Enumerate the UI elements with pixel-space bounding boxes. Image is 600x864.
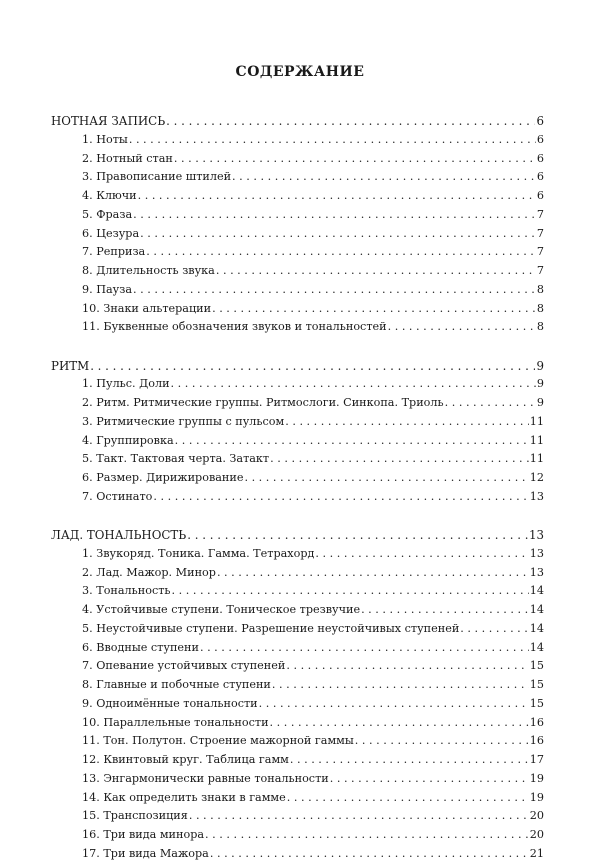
dot-leader xyxy=(361,601,529,620)
toc-entry[interactable] xyxy=(51,469,544,488)
toc-entry[interactable] xyxy=(51,131,544,150)
toc-entry[interactable] xyxy=(51,695,544,714)
toc-page-number: 7 xyxy=(536,207,544,221)
toc-page-number: 14 xyxy=(529,621,544,635)
toc-entry[interactable] xyxy=(51,318,544,337)
toc-entry[interactable] xyxy=(51,545,544,564)
dot-leader xyxy=(330,770,529,789)
toc-page-number: 11 xyxy=(529,452,544,466)
toc-heading-label: ЛАД. ТОНАЛЬНОСТЬ xyxy=(51,528,187,542)
dot-leader xyxy=(388,318,536,337)
toc-entry[interactable] xyxy=(51,826,544,845)
page-title: СОДЕРЖАНИЕ xyxy=(235,64,365,80)
toc-page-number: 15 xyxy=(529,659,544,673)
toc-entry[interactable] xyxy=(51,601,544,620)
toc-entry[interactable] xyxy=(51,432,544,451)
dot-leader xyxy=(244,469,528,488)
toc-page-number: 8 xyxy=(536,282,544,296)
dot-leader xyxy=(210,845,529,864)
toc-entry[interactable] xyxy=(51,450,544,469)
toc-entry-label: 4. Устойчивые ступени. Тоническое трезвучие xyxy=(82,603,361,616)
toc-heading[interactable] xyxy=(51,357,544,376)
toc-entry[interactable] xyxy=(51,714,544,733)
toc-entry[interactable] xyxy=(51,657,544,676)
toc-page-number: 11 xyxy=(529,414,544,428)
toc-page-number: 21 xyxy=(529,846,544,860)
toc-page-number: 8 xyxy=(536,320,544,334)
toc-page-number: 13 xyxy=(529,546,544,560)
dot-leader xyxy=(217,564,529,583)
toc-page-number: 12 xyxy=(529,471,544,484)
toc-entry-label: 11. Тон. Полутон. Строение мажорной гаммы xyxy=(82,734,354,748)
toc-entry-label: 1. Звукоряд. Тоника. Гамма. Тетрахорд xyxy=(82,546,315,560)
dot-leader xyxy=(200,639,529,658)
toc-page-number: 16 xyxy=(529,734,544,748)
toc-page-number: 9 xyxy=(536,396,544,409)
toc-entry[interactable] xyxy=(51,262,544,281)
toc-page-number: 11 xyxy=(529,433,544,447)
toc-entry[interactable] xyxy=(51,582,544,601)
toc-entry-label: 8. Длительность звука xyxy=(82,264,215,277)
toc-entry-label: 3. Правописание штилей xyxy=(82,170,232,184)
toc-page-number: 13 xyxy=(528,528,544,542)
toc-page-number: 15 xyxy=(529,678,544,691)
toc-entry-label: 1. Пульс. Доли xyxy=(82,377,170,391)
toc-entry[interactable] xyxy=(51,300,544,319)
dot-leader xyxy=(133,281,536,300)
toc-entry[interactable] xyxy=(51,394,544,413)
toc-entry-label: 14. Как определить знаки в гамме xyxy=(82,790,286,804)
toc-entry-label: 17. Три вида Мажора xyxy=(82,846,209,860)
dot-leader xyxy=(138,187,536,206)
toc-page-number: 6 xyxy=(536,132,544,146)
dot-leader xyxy=(153,488,528,507)
dot-leader xyxy=(270,714,529,733)
table-of-contents xyxy=(51,112,544,864)
toc-entry-label: 13. Энгармонически равные тональности xyxy=(82,771,329,785)
toc-entry-label: 4. Группировка xyxy=(82,433,174,447)
toc-page-number: 14 xyxy=(529,603,544,616)
toc-heading-label: РИТМ xyxy=(51,358,90,373)
toc-entry-label: 9. Одноимённые тональности xyxy=(82,696,258,710)
toc-page-number: 16 xyxy=(529,715,544,729)
toc-page-number: 20 xyxy=(529,828,544,841)
dot-leader xyxy=(286,657,528,676)
toc-page-number: 14 xyxy=(529,584,544,598)
toc-entry[interactable] xyxy=(51,488,544,507)
toc-entry[interactable] xyxy=(51,732,544,751)
toc-entry-label: 4. Ключи xyxy=(82,189,137,202)
dot-leader xyxy=(212,300,536,319)
toc-entry[interactable] xyxy=(51,206,544,225)
toc-entry-label: 2. Ритм. Ритмические группы. Ритмослоги. Синкопа. Триоль xyxy=(82,396,444,409)
dot-leader xyxy=(133,206,536,225)
dot-leader xyxy=(174,150,536,169)
toc-entry-label: 5. Фраза xyxy=(82,207,133,221)
toc-entry-label: 9. Пауза xyxy=(82,282,133,296)
toc-section xyxy=(51,112,544,337)
toc-entry-label: 2. Лад. Мажор. Минор xyxy=(82,565,216,579)
toc-page-number: 19 xyxy=(529,771,544,785)
dot-leader xyxy=(189,807,529,826)
dot-leader xyxy=(259,695,529,714)
dot-leader xyxy=(355,732,529,751)
toc-entry-label: 7. Опевание устойчивых ступеней xyxy=(82,659,286,673)
dot-leader xyxy=(232,168,536,187)
toc-page-number: 7 xyxy=(536,264,544,277)
toc-entry[interactable] xyxy=(51,751,544,770)
toc-entry[interactable] xyxy=(51,168,544,187)
toc-entry-label: 15. Транспозиция xyxy=(82,809,188,823)
dot-leader xyxy=(140,225,536,244)
toc-heading[interactable] xyxy=(51,526,544,545)
dot-leader xyxy=(445,394,536,413)
toc-page-number: 13 xyxy=(529,565,544,579)
toc-entry[interactable] xyxy=(51,243,544,262)
toc-entry-label: 1. Ноты xyxy=(82,132,128,146)
toc-page-number: 7 xyxy=(536,245,544,259)
dot-leader xyxy=(187,526,528,545)
dot-leader xyxy=(205,826,529,845)
toc-entry-label: 3. Тональность xyxy=(82,584,171,598)
toc-entry-label: 11. Буквенные обозначения звуков и тональностей xyxy=(82,320,387,334)
dot-leader xyxy=(272,676,529,695)
toc-page-number: 6 xyxy=(536,170,544,184)
dot-leader xyxy=(287,789,529,808)
dot-leader xyxy=(285,413,529,432)
toc-entry-label: 2. Нотный стан xyxy=(82,151,173,165)
toc-section xyxy=(51,357,544,507)
toc-entry-label: 6. Цезура xyxy=(82,226,140,240)
toc-entry[interactable] xyxy=(51,281,544,300)
dot-leader xyxy=(460,620,528,639)
toc-page-number: 9 xyxy=(536,377,544,391)
toc-entry-label: 8. Главные и побочные ступени xyxy=(82,678,271,691)
toc-entry[interactable] xyxy=(51,375,544,394)
toc-page-number: 9 xyxy=(536,358,544,373)
dot-leader xyxy=(175,432,529,451)
dot-leader xyxy=(290,751,529,770)
dot-leader xyxy=(315,545,528,564)
toc-page-number: 6 xyxy=(536,151,544,165)
toc-page-number: 6 xyxy=(536,189,544,202)
toc-entry[interactable] xyxy=(51,225,544,244)
toc-entry[interactable] xyxy=(51,620,544,639)
toc-section xyxy=(51,526,544,864)
toc-page-number: 13 xyxy=(529,489,544,503)
toc-entry[interactable] xyxy=(51,150,544,169)
toc-page-number: 19 xyxy=(529,790,544,804)
toc-page-number: 6 xyxy=(536,114,544,128)
toc-page-number: 8 xyxy=(536,301,544,315)
toc-entry[interactable] xyxy=(51,789,544,808)
dot-leader xyxy=(129,131,536,150)
toc-entry-label: 5. Такт. Тактовая черта. Затакт xyxy=(82,452,270,466)
toc-entry[interactable] xyxy=(51,845,544,864)
toc-entry-label: 12. Квинтовый круг. Таблица гамм xyxy=(82,753,289,766)
dot-leader xyxy=(270,450,529,469)
toc-entry-label: 6. Вводные ступени xyxy=(82,640,199,654)
toc-entry[interactable] xyxy=(51,639,544,658)
toc-entry[interactable] xyxy=(51,187,544,206)
toc-entry-label: 10. Параллельные тональности xyxy=(82,715,269,729)
toc-entry[interactable] xyxy=(51,564,544,583)
toc-page-number: 7 xyxy=(536,226,544,240)
dot-leader xyxy=(172,582,529,601)
toc-entry-label: 3. Ритмические группы с пульсом xyxy=(82,414,285,428)
toc-entry[interactable] xyxy=(51,770,544,789)
dot-leader xyxy=(171,375,536,394)
toc-entry[interactable] xyxy=(51,676,544,695)
toc-entry[interactable] xyxy=(51,807,544,826)
dot-leader xyxy=(90,357,535,376)
toc-entry[interactable] xyxy=(51,413,544,432)
toc-entry-label: 6. Размер. Дирижирование xyxy=(82,471,244,484)
toc-entry-label: 7. Реприза xyxy=(82,245,146,259)
toc-heading[interactable] xyxy=(51,112,544,131)
toc-page-number: 14 xyxy=(529,640,544,654)
dot-leader xyxy=(146,243,536,262)
toc-entry-label: 16. Три вида минора xyxy=(82,828,205,841)
toc-entry-label: 10. Знаки альтерации xyxy=(82,301,212,315)
toc-entry-label: 7. Остинато xyxy=(82,489,153,503)
toc-page-number: 17 xyxy=(529,753,544,766)
toc-entry-label: 5. Неустойчивые ступени. Разрешение неустойчивых ступеней xyxy=(82,621,460,635)
toc-page-number: 15 xyxy=(529,696,544,710)
toc-heading-label: НОТНАЯ ЗАПИСЬ xyxy=(51,114,166,128)
dot-leader xyxy=(216,262,536,281)
toc-page-number: 20 xyxy=(529,809,544,823)
dot-leader xyxy=(166,112,535,131)
